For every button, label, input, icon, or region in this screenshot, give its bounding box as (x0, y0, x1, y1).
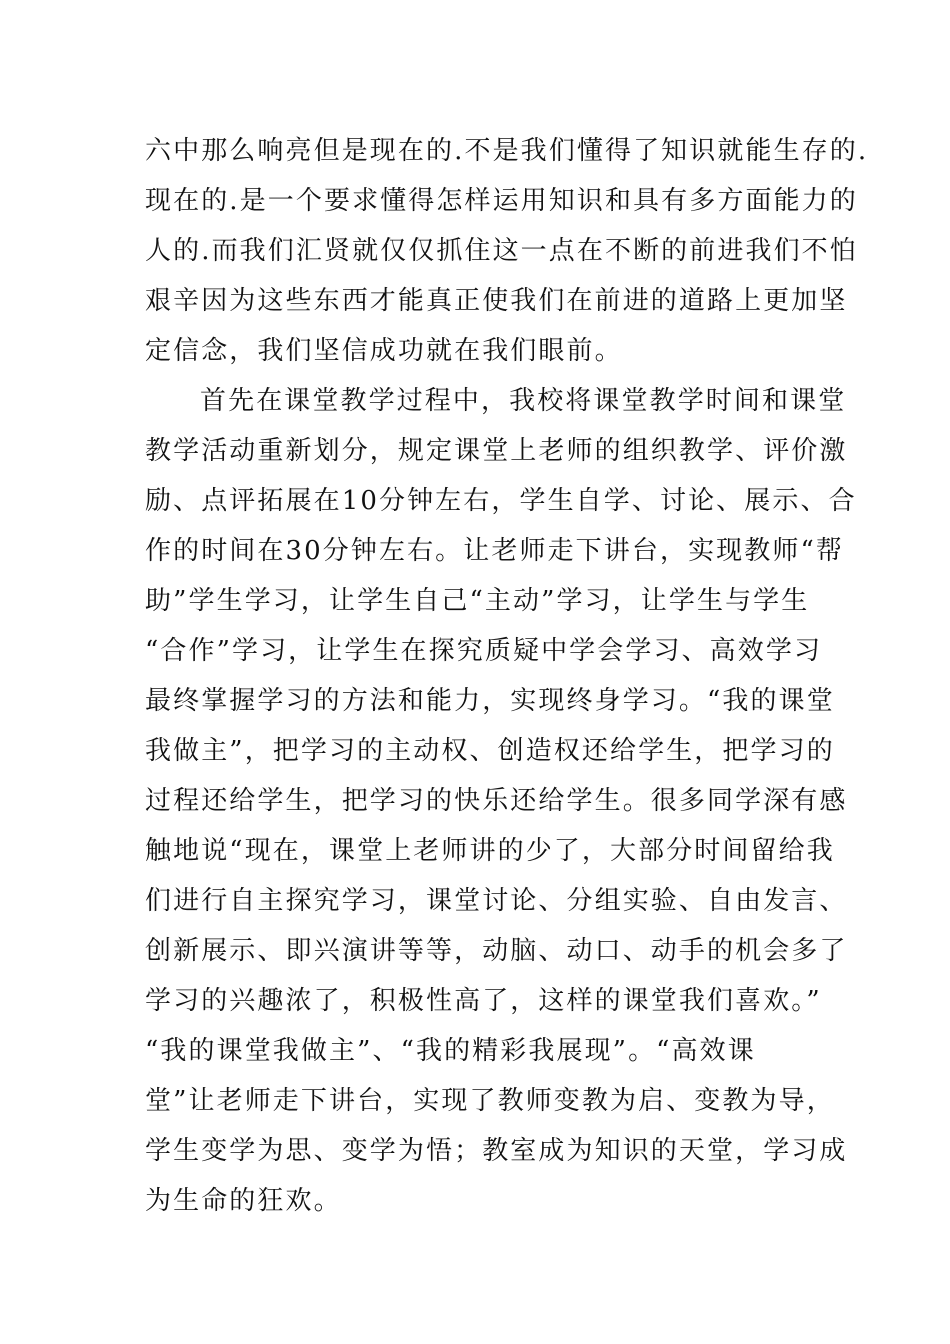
text-line: 六中那么响亮但是现在的.不是我们懂得了知识就能生存的. (145, 136, 869, 166)
text-line: 创新展示、即兴演讲等等，动脑、动口、动手的机会多了 (145, 936, 848, 966)
text-line: 们进行自主探究学习，课堂讨论、分组实验、自由发言、 (145, 886, 848, 916)
text-line: 定信念，我们坚信成功就在我们眼前。 (145, 336, 623, 366)
text-line: 堂”让老师走下讲台，实现了教师变教为启、变教为导， (145, 1086, 835, 1116)
text-line: “合作”学习，让学生在探究质疑中学会学习、高效学习 (145, 636, 823, 666)
text-line: 现在的.是一个要求懂得怎样运用知识和具有多方面能力的 (145, 186, 858, 216)
text-line: 教学活动重新划分，规定课堂上老师的组织教学、评价激 (145, 436, 848, 466)
text-line: 为生命的狂欢。 (145, 1186, 342, 1216)
text-line: 学习的兴趣浓了，积极性高了，这样的课堂我们喜欢。” (145, 986, 822, 1016)
text-line: 助”学生学习，让学生自己“主动”学习，让学生与学生 (145, 586, 810, 616)
text-line: 我做主”，把学习的主动权、创造权还给学生，把学习的 (145, 736, 835, 766)
text-line: 艰辛因为这些东西才能真正使我们在前进的道路上更加坚 (145, 286, 848, 316)
text-line: “我的课堂我做主”、“我的精彩我展现”。“高效课 (145, 1036, 756, 1066)
text-line: 过程还给学生，把学习的快乐还给学生。很多同学深有感 (145, 786, 848, 816)
text-line: 触地说“现在，课堂上老师讲的少了，大部分时间留给我 (145, 836, 835, 866)
text-line: 人的.而我们汇贤就仅仅抓住这一点在不断的前进我们不怕 (145, 236, 858, 266)
text-line: 作的时间在30分钟左右。让老师走下讲台，实现教师“帮 (145, 536, 844, 566)
text-line: 学生变学为思、变学为悟；教室成为知识的天堂，学习成 (145, 1136, 848, 1166)
text-line: 励、点评拓展在10分钟左右，学生自学、讨论、展示、合 (145, 486, 857, 516)
text-line: 最终掌握学习的方法和能力，实现终身学习。“我的课堂 (145, 686, 835, 716)
paragraph-first-line: 首先在课堂教学过程中，我校将课堂教学时间和课堂 (200, 386, 847, 416)
